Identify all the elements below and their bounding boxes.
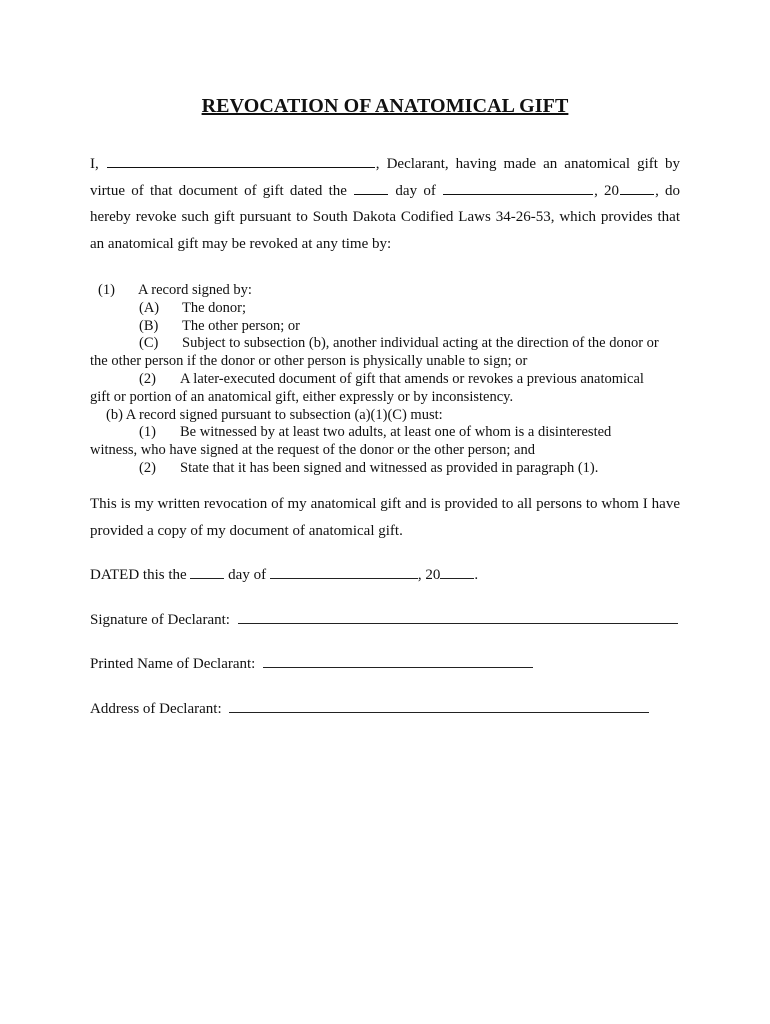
statute-excerpt: [90, 282, 690, 478]
dated-text-2: day of: [228, 567, 267, 583]
printed-name-label: Printed Name of Declarant:: [90, 656, 256, 672]
item-text: gift or portion of an anatomical gift, either expressly or by inconsistency.: [90, 388, 514, 405]
dated-text-4: .: [474, 567, 479, 583]
printed-name-row: [90, 655, 533, 673]
statute-line: [90, 442, 690, 460]
statute-line: [90, 424, 690, 442]
intro-text-1: I,: [90, 156, 99, 172]
intro-text-5: , do hereby revoke such gift pursuant to South Dakota Codified Laws 34-26-53, which provides that an anatomical gift may be revoked at any time by:: [90, 182, 681, 252]
item-text: witness, who have signed at the request of the donor or the other person; and: [90, 442, 535, 459]
signature-line[interactable]: [238, 611, 678, 624]
statute-line: [90, 389, 690, 407]
statute-line: [90, 353, 690, 371]
address-line[interactable]: [229, 700, 649, 713]
item-number: (1): [98, 282, 115, 298]
dated-day-blank[interactable]: [190, 566, 224, 579]
item-text: A later-executed document of gift that amends or revokes a previous anatomical: [180, 370, 644, 387]
signature-label: Signature of Declarant:: [90, 612, 230, 628]
item-number: (1): [139, 424, 156, 441]
intro-text-2: , Declarant, having made an anatomical gift by virtue of that document of gift dated the: [90, 156, 681, 199]
item-text: The other person; or: [182, 317, 300, 334]
gift-year-blank[interactable]: [620, 181, 654, 195]
signature-row: [90, 611, 678, 629]
printed-name-line[interactable]: [263, 655, 533, 668]
item-text: (b) A record signed pursuant to subsection (a)(1)(C) must:: [106, 406, 443, 423]
statute-line: [90, 407, 690, 425]
item-number: (2): [139, 370, 156, 387]
item-number: (B): [139, 317, 159, 334]
item-text: Be witnessed by at least two adults, at least one of whom is a disinterested: [180, 424, 612, 441]
gift-day-blank[interactable]: [354, 181, 388, 195]
document-title: REVOCATION OF ANATOMICAL GIFT: [201, 95, 569, 117]
address-label: Address of Declarant:: [90, 701, 222, 717]
dated-month-blank[interactable]: [270, 566, 418, 579]
item-number: (C): [139, 335, 159, 352]
intro-text-4: , 20: [594, 182, 620, 199]
item-text: Subject to subsection (b), another individual acting at the direction of the donor or: [182, 335, 659, 352]
gift-month-blank[interactable]: [443, 181, 593, 195]
dated-text-1: DATED this the: [90, 567, 187, 583]
statute-line: [90, 318, 690, 336]
intro-paragraph: [90, 151, 680, 257]
statute-line: [90, 460, 690, 478]
address-row: [90, 700, 649, 718]
statute-line: [90, 282, 690, 300]
statute-line: [90, 371, 690, 389]
dated-line: [90, 566, 478, 584]
item-text: A record signed by:: [138, 282, 252, 298]
dated-year-blank[interactable]: [440, 566, 474, 579]
statute-line: [90, 300, 690, 318]
item-text: the other person if the donor or other person is physically unable to sign; or: [90, 353, 528, 370]
intro-text-3: day of: [395, 182, 436, 199]
item-number: (A): [139, 299, 160, 316]
item-text: The donor;: [182, 299, 247, 316]
statute-line: [90, 335, 690, 353]
closing-paragraph: This is my written revocation of my anatomical gift and is provided to all persons to whom I have provided a copy of my document of anatomical gift.: [90, 496, 680, 539]
item-text: State that it has been signed and witnessed as provided in paragraph (1).: [180, 459, 599, 476]
declarant-name-blank[interactable]: [107, 154, 375, 168]
dated-text-3: , 20: [417, 567, 441, 583]
item-number: (2): [139, 459, 156, 476]
